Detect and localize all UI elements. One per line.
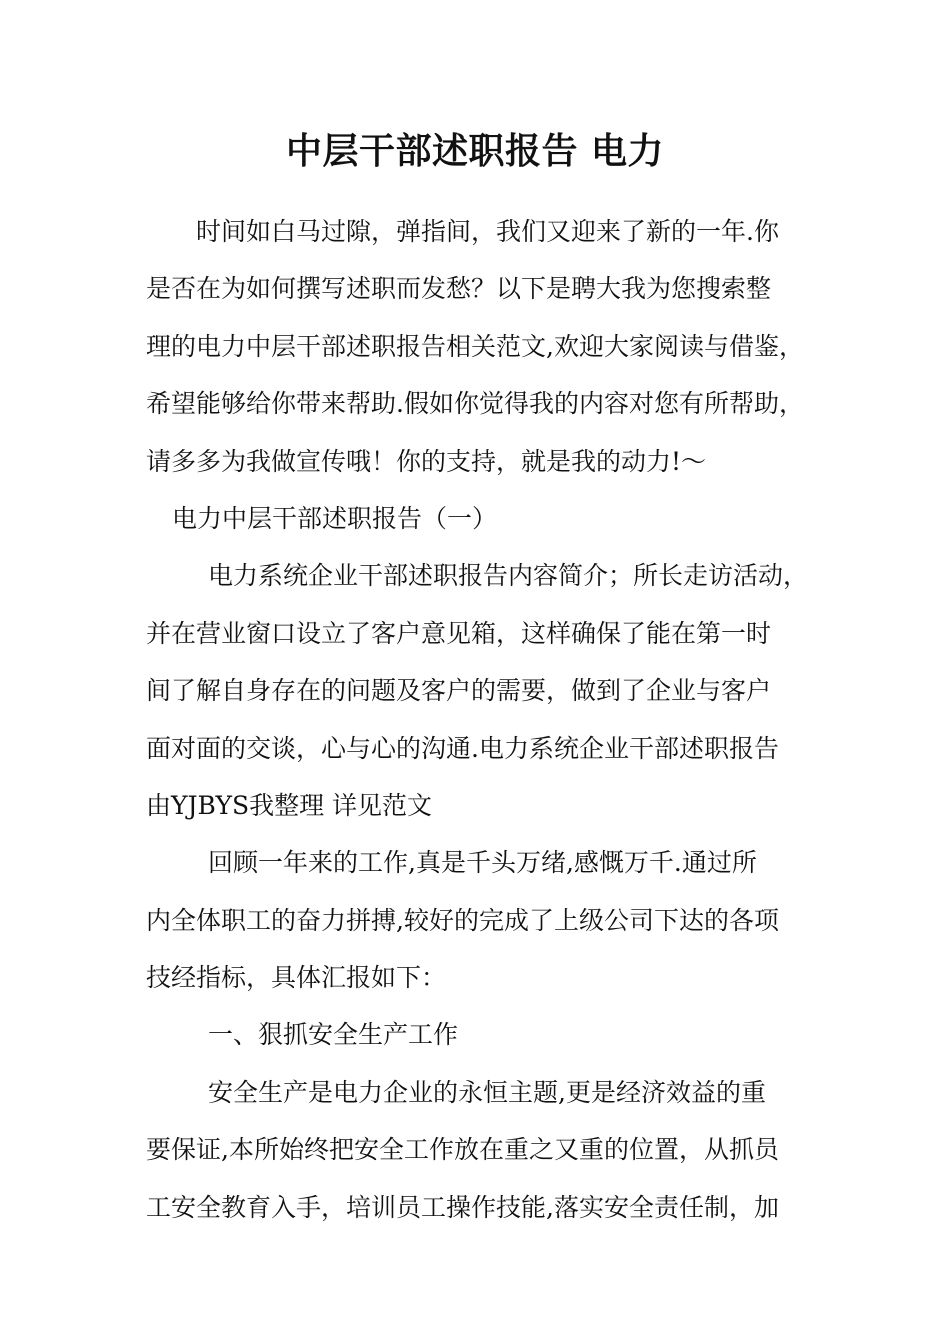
- paragraph-line: 工安全教育入手，培训员工操作技能,落实安全责任制，加: [146, 1192, 779, 1222]
- paragraph-line: 技经指标，具体汇报如下：: [146, 963, 447, 993]
- paragraph-line: 要保证,本所始终把安全工作放在重之又重的位置，从抓员: [146, 1135, 779, 1165]
- paragraph-line: 面对面的交谈，心与心的沟通.电力系统企业干部述职报告: [146, 733, 779, 763]
- paragraph-line: 间了解自身存在的问题及客户的需要，做到了企业与客户: [146, 676, 772, 706]
- paragraph-line: 理的电力中层干部述职报告相关范文,欢迎大家阅读与借鉴，: [146, 331, 804, 361]
- paragraph-line: 是否在为如何撰写述职而发愁？以下是聘大我为您搜索整: [146, 274, 772, 304]
- section-heading: 电力中层干部述职报告（一）: [172, 503, 498, 533]
- paragraph-line: 回顾一年来的工作,真是千头万绪,感慨万千.通过所: [208, 848, 757, 878]
- paragraph-line: 内全体职工的奋力拼搏,较好的完成了上级公司下达的各项: [146, 905, 779, 935]
- paragraph-line: 时间如白马过隙，弹指间，我们又迎来了新的一年.你: [196, 217, 779, 246]
- paragraph-line: 安全生产是电力企业的永恒主题,更是经济效益的重: [208, 1077, 766, 1107]
- section-heading: 一、狠抓安全生产工作: [208, 1020, 459, 1050]
- paragraph-line: 电力系统企业干部述职报告内容简介；所长走访活动，: [208, 561, 809, 591]
- paragraph-line: 并在营业窗口设立了客户意见箱，这样确保了能在第一时: [146, 618, 772, 648]
- paragraph-line: 由YJBYS我整理 详见范文: [146, 790, 433, 820]
- document-title: 中层干部述职报告 电力: [285, 131, 665, 172]
- paragraph-line: 希望能够给你带来帮助.假如你觉得我的内容对您有所帮助，: [146, 389, 804, 419]
- document-body: [146, 203, 816, 1236]
- paragraph-line: 请多多为我做宣传哦！你的支持，就是我的动力!～: [146, 446, 707, 476]
